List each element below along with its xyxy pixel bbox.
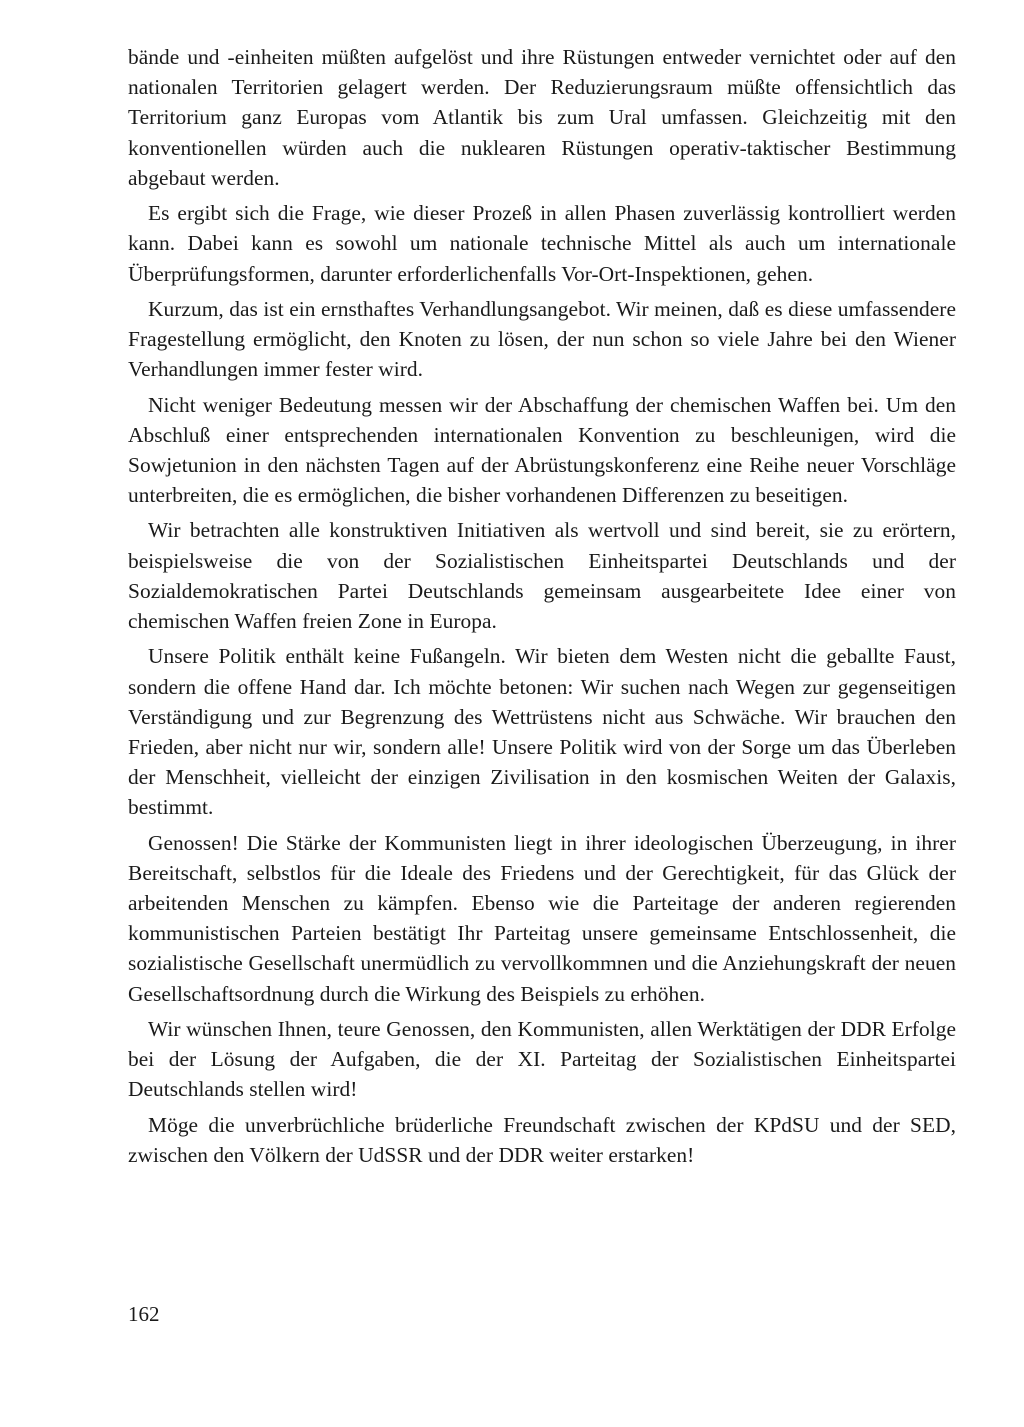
paragraph-6: Unsere Politik enthält keine Fußangeln. Wir bieten dem Westen nicht die geballte Faust, sondern die offene Hand dar. Ich möchte betonen: Wir suchen nach Wegen zur gegenseitigen Verständigung und zur Begrenzung des Wettrüstens nicht aus Schwäche. Wir brauchen den Frieden, aber nicht nur wir, sondern alle! Unsere Politik wird von der Sorge um das Überleben der Menschheit, vielleicht der einzigen Zivilisation in den kosmischen Weiten der Galaxis, bestimmt. <box>128 644 956 820</box>
paragraph-5: Wir betrachten alle konstruktiven Initiativen als wertvoll und sind bereit, sie zu erörtern, beispielsweise die von der Sozialistischen Einheitspartei Deutschlands und der Sozialdemokratischen Partei Deutschlands gemeinsam ausgearbeitete Idee einer von chemischen Waffen freien Zone in Europa. <box>128 518 956 634</box>
paragraph-3: Kurzum, das ist ein ernsthaftes Verhandlungsangebot. Wir meinen, daß es diese umfassendere Fragestellung ermöglicht, den Knoten zu lösen, der nun schon so viele Jahre bei den Wiener Verhandlungen immer fester wird. <box>128 296 956 382</box>
paragraph-8: Wir wünschen Ihnen, teure Genossen, den Kommunisten, allen Werktätigen der DDR Erfolge bei der Lösung der Aufgaben, die der XI. Parteitag der Sozialistischen Einheitspartei Deutschlands stellen wird! <box>128 1016 956 1102</box>
page-number: 162 <box>128 1302 160 1326</box>
paragraph-2: Es ergibt sich die Frage, wie dieser Prozeß in allen Phasen zuverlässig kontrolliert werden kann. Dabei kann es sowohl um nationale technische Mittel als auch um internationale Überprüfungsformen, darunter erforderlichenfalls Vor-Ort-Inspektionen, gehen. <box>128 201 956 286</box>
paragraph-1: bände und -einheiten müßten aufgelöst und ihre Rüstungen entweder vernichtet oder auf den nationalen Territorien gelagert werden. Der Reduzierungsraum müßte offensichtlich das Territorium ganz Europas vom Atlantik bis zum Ural umfassen. Gleichzeitig mit den konventionellen würden auch die nuklearen Rüstungen operativ-taktischer Bestimmung abgebaut werden. <box>128 45 956 190</box>
page-body <box>128 42 956 1175</box>
paragraph-7: Genossen! Die Stärke der Kommunisten liegt in ihrer ideologischen Überzeugung, in ihrer Bereitschaft, selbstlos für die Ideale des Friedens und der Gerechtigkeit, für das Glück der arbeitenden Menschen zu kämpfen. Ebenso wie die Parteitage der anderen regierenden kommunistischen Parteien bestätigt Ihr Parteitag unsere gemeinsame Entschlossenheit, die sozialistische Gesellschaft unermüdlich zu vervollkommnen und die Anziehungskraft der neuen Gesellschaftsordnung durch die Wirkung des Beispiels zu erhöhen. <box>128 830 956 1006</box>
paragraph-9: Möge die unverbrüchliche brüderliche Freundschaft zwischen der KPdSU und der SED, zwischen den Völkern der UdSSR und der DDR weiter erstarken! <box>128 1112 956 1167</box>
paragraph-4: Nicht weniger Bedeutung messen wir der Abschaffung der chemischen Waffen bei. Um den Abschluß einer entsprechenden internationalen Konvention zu beschleunigen, wird die Sowjetunion in den nächsten Tagen auf der Abrüstungskonferenz eine Reihe neuer Vorschläge unterbreiten, die es ermöglichen, die bisher vorhandenen Differenzen zu beseitigen. <box>128 392 956 508</box>
